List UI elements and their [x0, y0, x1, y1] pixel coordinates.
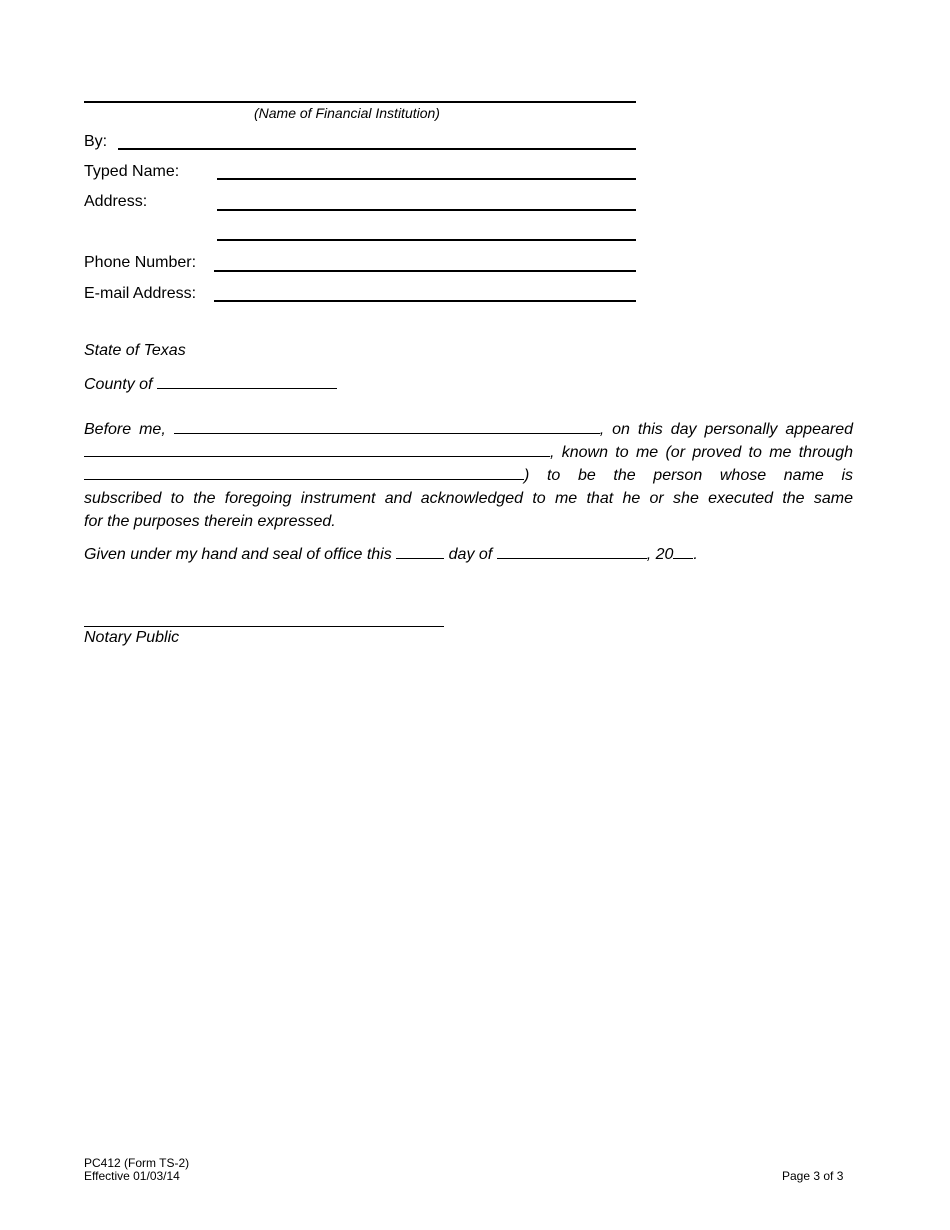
ack-line-2 — [84, 441, 853, 464]
given-prefix-text: Given under my hand and seal of office this — [84, 546, 392, 563]
ack-line-4: subscribed to the foregoing instrument and acknowledged to me that he or she executed the same — [84, 490, 853, 507]
phone-label: Phone Number: — [84, 254, 197, 271]
year-field[interactable] — [673, 544, 693, 559]
ack-line-1 — [84, 418, 853, 441]
footer-form-id: PC412 (Form TS-2) — [84, 1156, 190, 1170]
address-field-line-2[interactable] — [217, 239, 636, 241]
email-field[interactable] — [214, 300, 636, 302]
email-label: E-mail Address: — [84, 285, 197, 302]
ack-line-3 — [84, 464, 853, 487]
appearer-name-field[interactable] — [174, 419, 600, 434]
identification-field[interactable] — [84, 465, 524, 480]
appeared-text: , on this day personally appeared — [599, 421, 854, 438]
notary-public-label: Notary Public — [84, 629, 180, 646]
typed-name-label: Typed Name: — [84, 163, 180, 180]
month-field[interactable] — [497, 544, 647, 559]
day-field[interactable] — [396, 544, 444, 559]
comma-20-text: , 20 — [646, 546, 674, 563]
known-to-me-text: , known to me (or proved to me through — [550, 444, 853, 461]
before-me-text: Before me, — [84, 421, 166, 438]
address-field-line-1[interactable] — [217, 209, 636, 211]
by-label: By: — [84, 133, 108, 150]
county-field[interactable] — [157, 374, 337, 389]
known-to-me-field[interactable] — [84, 442, 550, 457]
typed-name-field[interactable] — [217, 178, 636, 180]
day-of-text: day of — [448, 546, 493, 563]
ack-line-5: for the purposes therein expressed. — [84, 513, 336, 530]
footer-page-number: Page 3 of 3 — [782, 1169, 844, 1183]
by-signature-field[interactable] — [118, 148, 636, 150]
county-row — [84, 374, 337, 394]
notary-signature-line[interactable] — [84, 626, 444, 627]
institution-name-line[interactable] — [84, 101, 636, 103]
footer-effective-date: Effective 01/03/14 — [84, 1169, 180, 1183]
institution-name-caption: (Name of Financial Institution) — [254, 105, 440, 121]
period-text: . — [693, 546, 698, 563]
phone-field[interactable] — [214, 270, 636, 272]
given-line — [84, 543, 853, 566]
state-text: State of Texas — [84, 342, 186, 359]
to-be-text: ) to be the person whose name is — [524, 467, 853, 484]
address-label: Address: — [84, 193, 148, 210]
county-label: County of — [84, 376, 153, 393]
